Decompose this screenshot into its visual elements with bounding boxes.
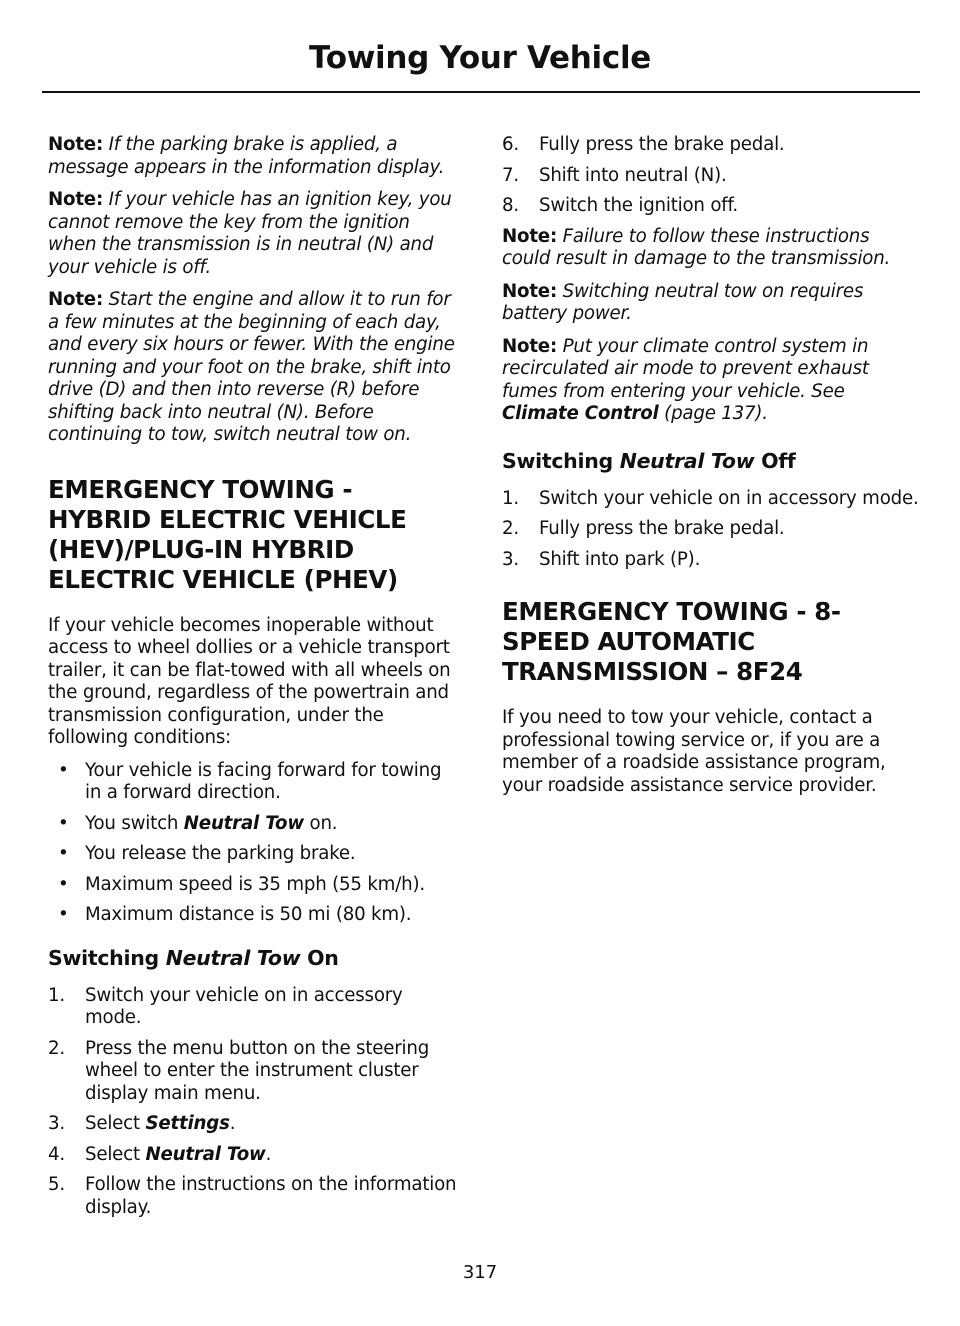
list-item: 1. Switch your vehicle on in accessory mode. bbox=[502, 487, 919, 509]
list-item: 5. Follow the instructions on the information display. bbox=[48, 1174, 457, 1218]
heading-line: ELECTRIC VEHICLE (PHEV) bbox=[48, 564, 398, 594]
list-item: • You switch Neutral Tow on. bbox=[58, 812, 338, 834]
heading-line: HYBRID ELECTRIC VEHICLE bbox=[48, 504, 407, 534]
list-item: 3. Shift into park (P). bbox=[502, 548, 701, 570]
subheading-neutral-tow-off: Switching Neutral Tow Off bbox=[502, 448, 796, 473]
list-item: • You release the parking brake. bbox=[58, 843, 356, 864]
note-parking-brake: Note: If the parking brake is applied, a message appears in the information display. bbox=[48, 134, 445, 178]
heading-line: SPEED AUTOMATIC bbox=[502, 627, 755, 656]
list-item: 7. Shift into neutral (N). bbox=[502, 164, 727, 186]
intro-paragraph: If your vehicle becomes inoperable without access to wheel dollies or a vehicle transport trailer, it can be flat-towed with all wheels on the ground, regardless of the powertrain and transmission configuration, under the following conditions: bbox=[48, 614, 451, 748]
list-item: 4. Select Neutral Tow. bbox=[48, 1143, 272, 1165]
list-item: 1. Switch your vehicle on in accessory mode. bbox=[48, 984, 403, 1028]
list-item: • Maximum distance is 50 mi (80 km). bbox=[58, 904, 412, 925]
heading-line: EMERGENCY TOWING - bbox=[48, 474, 353, 504]
heading-line: (HEV)/PLUG-IN HYBRID bbox=[48, 534, 354, 564]
page-number: 317 bbox=[462, 1262, 498, 1283]
list-item: • Your vehicle is facing forward for towing in a forward direction. bbox=[58, 759, 442, 803]
left-column bbox=[48, 134, 463, 1227]
list-item: • Maximum speed is 35 mph (55 km/h). bbox=[58, 873, 425, 895]
climate-control-link[interactable]: Climate Control bbox=[502, 403, 659, 424]
note-ignition-key: Note: If your vehicle has an ignition key, you cannot remove the key from the ignition when the transmission is in neutral (N) and your vehicle is off. bbox=[48, 189, 452, 278]
list-item: 2. Press the menu button on the steering wheel to enter the instrument cluster display main menu. bbox=[48, 1037, 430, 1104]
list-item: 3. Select Settings. bbox=[48, 1113, 236, 1134]
section-heading-8-speed bbox=[502, 597, 920, 687]
header-divider bbox=[42, 91, 920, 93]
steps-list bbox=[48, 985, 463, 1220]
off-steps-list bbox=[502, 488, 920, 572]
heading-line: EMERGENCY TOWING - 8- bbox=[502, 597, 841, 626]
note-climate-control: Note: Put your climate control system in recirculated air mode to prevent exhaust fumes from entering your vehicle. See Climate Control (page 137). bbox=[502, 335, 869, 424]
body-paragraph: If you need to tow your vehicle, contact a professional towing service or, if you are a member of a roadside assistance program, your roadside assistance service provider. bbox=[502, 707, 886, 796]
subheading-neutral-tow-on: Switching Neutral Tow On bbox=[48, 945, 339, 970]
section-heading-hev-phev bbox=[48, 475, 463, 595]
conditions-list bbox=[48, 760, 463, 927]
note-start-engine: Note: Start the engine and allow it to run for a few minutes at the beginning of each day, and every six hours or fewer. With the engine running and your foot on the brake, shift into drive (D) and then into reverse (R) before shifting back into neutral (N). Before continuing to tow, switch neutral tow on. bbox=[48, 289, 455, 445]
note-transmission-damage: Note: Failure to follow these instructions could result in damage to the transmission. bbox=[502, 225, 891, 269]
right-column bbox=[502, 134, 920, 807]
page-title: Towing Your Vehicle bbox=[308, 40, 652, 76]
list-item: 2. Fully press the brake pedal. bbox=[502, 518, 785, 539]
note-battery-power: Note: Switching neutral tow on requires battery power. bbox=[502, 280, 864, 324]
heading-line: TRANSMISSION – 8F24 bbox=[502, 657, 803, 686]
list-item: 8. Switch the ignition off. bbox=[502, 195, 738, 216]
steps-list-continued bbox=[502, 134, 920, 218]
list-item: 6. Fully press the brake pedal. bbox=[502, 134, 785, 155]
